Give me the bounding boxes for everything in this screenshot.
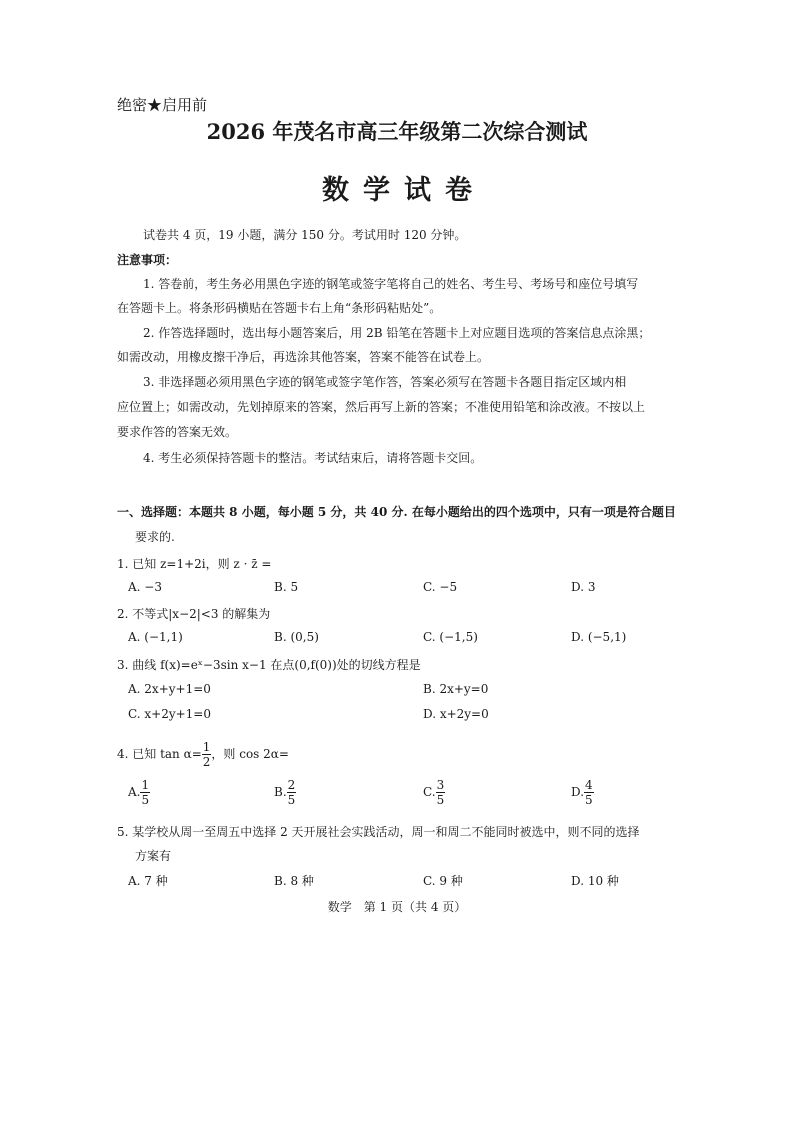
section-1-heading-line-1: 一、选择题：本题共 8 小题，每小题 5 分，共 40 分. 在每小题给出的四个选项中，只有一项是符合题目: [117, 505, 676, 519]
question-5-option-c: C. 9 种: [423, 874, 463, 888]
question-4-option-b: [274, 778, 296, 807]
subject-title: 数学试卷: [322, 175, 486, 206]
option-fraction: [287, 778, 297, 807]
confidential-label: 绝密★启用前: [117, 96, 208, 114]
fraction-denominator: 5: [141, 793, 150, 807]
question-2-option-b: B. (0,5): [274, 630, 319, 644]
fraction-denominator: 2: [202, 755, 211, 769]
question-4-stem-prefix: 4. 已知 tan α=: [117, 747, 202, 761]
question-3-option-d: D. x+2y=0: [423, 707, 489, 721]
note-2-line-1: 2. 作答选择题时，选出每小题答案后，用 2B 铅笔在答题卡上对应题目选项的答案信息点涂黑；: [143, 326, 651, 340]
question-4-stem: [117, 740, 289, 769]
question-1-option-d: D. 3: [571, 580, 596, 594]
option-label: D.: [571, 785, 585, 799]
question-1-option-a: A. −3: [128, 580, 162, 594]
question-4-option-c: [423, 778, 445, 807]
note-3-line-1: 3. 非选择题必须用黑色字迹的钢笔或签字笔作答，答案必须写在答题卡各题目指定区域内相: [143, 375, 627, 389]
section-1-heading-line-2: 要求的.: [135, 530, 175, 544]
page-footer: 数学 第 1 页（共 4 页）: [327, 900, 467, 914]
note-1-line-1: 1. 答卷前，考生务必用黑色字迹的钢笔或签字笔将自己的姓名、考生号、考场号和座位号填写: [143, 277, 639, 291]
question-5-stem-line-2: 方案有: [135, 849, 172, 863]
note-2-line-2: 如需改动，用橡皮擦干净后，再选涂其他答案，答案不能答在试卷上。: [117, 350, 490, 364]
question-5-option-b: B. 8 种: [274, 874, 314, 888]
fraction-numerator: 1: [202, 740, 211, 754]
question-1-option-c: C. −5: [423, 580, 458, 594]
question-2-option-d: D. (−5,1): [571, 630, 627, 644]
note-4: 4. 考生必须保持答题卡的整洁。考试结束后，请将答题卡交回。: [143, 451, 483, 465]
question-2-option-c: C. (−1,5): [423, 630, 478, 644]
question-2-option-a: A. (−1,1): [128, 630, 183, 644]
question-4-option-d: [571, 778, 594, 807]
option-fraction: [584, 778, 594, 807]
exam-intro: 试卷共 4 页，19 小题，满分 150 分。考试用时 120 分钟。: [143, 228, 467, 242]
question-4-fraction: [202, 740, 212, 769]
question-3-stem: 3. 曲线 f(x)=eˣ−3sin x−1 在点(0,f(0))处的切线方程是: [117, 658, 421, 672]
option-label: B.: [274, 785, 287, 799]
fraction-numerator: 3: [436, 778, 445, 792]
option-fraction: [436, 778, 446, 807]
note-3-line-2: 应位置上；如需改动，先划掉原来的答案，然后再写上新的答案；不准使用铅笔和涂改液。不按以上: [117, 400, 646, 414]
question-5-stem-line-1: 5. 某学校从周一至周五中选择 2 天开展社会实践活动，周一和周二不能同时被选中，则不同的选择: [117, 825, 640, 839]
question-4-stem-suffix: ，则 cos 2α=: [211, 747, 289, 761]
note-1-line-2: 在答题卡上。将条形码横贴在答题卡右上角“条形码粘贴处”。: [117, 301, 442, 315]
notes-heading: 注意事项：: [117, 253, 178, 267]
question-2-stem: 2. 不等式|x−2|<3 的解集为: [117, 607, 271, 621]
exam-title: 2026 年茂名市高三年级第二次综合测试: [206, 119, 588, 144]
fraction-numerator: 4: [585, 778, 593, 792]
fraction-numerator: 1: [141, 778, 150, 792]
question-5-option-d: D. 10 种: [571, 874, 619, 888]
option-fraction: [140, 778, 150, 807]
fraction-denominator: 5: [436, 793, 445, 807]
fraction-numerator: 2: [287, 778, 296, 792]
question-5-option-a: A. 7 种: [128, 874, 168, 888]
question-3-option-c: C. x+2y+1=0: [128, 707, 211, 721]
question-3-option-b: B. 2x+y=0: [423, 682, 489, 696]
fraction-denominator: 5: [585, 793, 593, 807]
option-label: C.: [423, 785, 436, 799]
question-4-option-a: [128, 778, 150, 807]
fraction-denominator: 5: [287, 793, 296, 807]
note-3-line-3: 要求作答的答案无效。: [117, 425, 238, 439]
question-1-option-b: B. 5: [274, 580, 299, 594]
question-3-option-a: A. 2x+y+1=0: [128, 682, 211, 696]
question-1-stem: 1. 已知 z=1+2i，则 z · z̄ =: [117, 557, 272, 571]
option-label: A.: [128, 785, 141, 799]
